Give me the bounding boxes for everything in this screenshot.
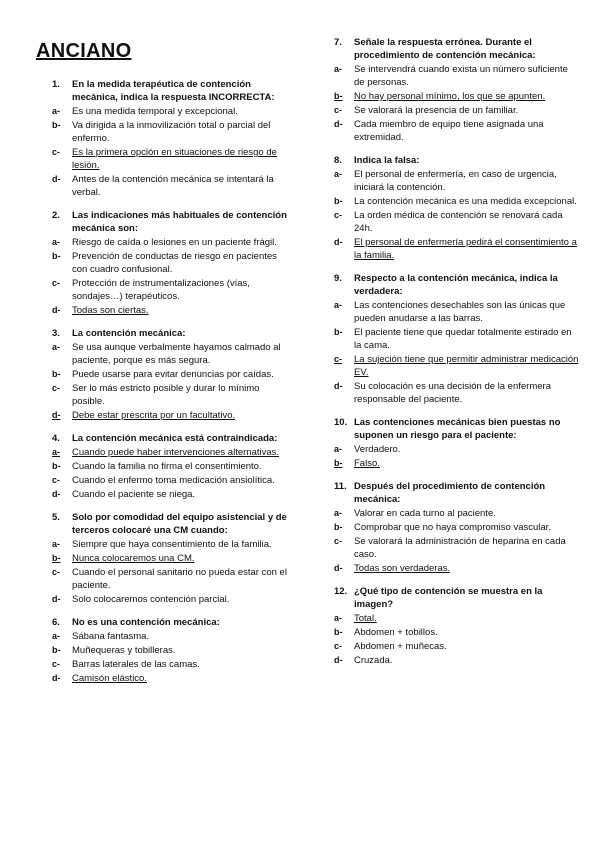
option-letter: b- [334,627,343,637]
option-d[interactable] [334,118,580,144]
option-text: Total. [354,613,377,624]
option-text: Se intervendrá cuando exista un número suficiente de personas. [354,64,568,88]
option-text: Muñequeras y tobilleras. [72,645,176,656]
option-text: La contención mecánica es una medida excepcional. [354,196,577,207]
option-letter: b- [52,120,61,130]
question-text: ¿Qué tipo de contención se muestra en la imagen? [354,586,543,610]
option-b-answer[interactable] [334,90,580,103]
option-letter: b- [52,553,61,563]
option-d-answer[interactable] [52,672,292,685]
question-number: 12. [334,586,348,597]
option-c[interactable] [334,640,580,653]
option-text: Cada miembro de equipo tiene asignada una extremidad. [354,119,544,143]
option-letter: a- [52,237,61,247]
option-text: Valorar en cada turno al paciente. [354,508,496,519]
option-letter: d- [52,410,61,420]
option-b[interactable] [52,644,292,657]
question-number: 11. [334,481,347,492]
question-11 [334,480,580,575]
option-c-answer[interactable] [334,353,580,379]
option-letter: d- [52,594,61,604]
option-text: El personal de enfermería pedirá el consentimiento a la familia. [354,237,577,261]
option-text: Es la primera opción en situaciones de riesgo de lesión. [72,147,277,171]
option-letter: d- [52,489,61,499]
option-text: Cuando la familia no firma el consentimiento. [72,461,262,472]
option-b[interactable] [334,195,580,208]
question-number: 10. [334,417,348,428]
option-text: La orden médica de contención se renovará cada 24h. [354,210,563,234]
question-number: 1. [52,79,60,90]
question-text: Las contenciones mecánicas bien puestas no suponen un riesgo para el paciente: [354,417,561,441]
option-d[interactable] [52,488,292,501]
question-number: 7. [334,37,342,48]
option-letter: d- [334,237,343,247]
option-letter: d- [334,655,343,665]
option-letter: b- [334,458,343,468]
option-letter: b- [52,251,61,261]
option-text: Cuando el enfermo toma medicación ansiolítica. [72,475,275,486]
option-letter: a- [52,342,61,352]
option-letter: c- [52,567,61,577]
option-text: Las contenciones desechables son las únicas que pueden anudarse a las barras. [354,300,566,324]
option-b[interactable] [52,460,292,473]
option-text: Nunca colocaremos una CM. [72,553,195,564]
option-letter: d- [334,119,343,129]
option-text: Cuando el paciente se niega. [72,489,196,500]
option-text: Prevención de conductas de riesgo en pacientes con cuadro confusional. [72,251,277,275]
question-text: Solo por comodidad del equipo asistencial y de terceros colocaré una CM cuando: [72,512,287,536]
option-letter: c- [334,105,343,115]
option-letter: a- [334,508,343,518]
question-number: 3. [52,328,60,339]
option-text: Todas son verdaderas. [354,563,451,574]
option-letter: c- [52,659,61,669]
option-letter: c- [52,383,61,393]
option-letter: a- [334,64,343,74]
option-a-answer[interactable] [334,612,580,625]
option-letter: a- [334,444,343,454]
page-title: ANCIANO [36,40,132,62]
option-d-answer[interactable] [334,236,580,262]
question-number: 9. [334,273,342,284]
option-c[interactable] [52,658,292,671]
option-letter: a- [52,447,61,457]
option-b[interactable] [52,250,292,276]
question-number: 4. [52,433,60,444]
question-text: No es una contención mecánica: [72,617,220,628]
option-letter: b- [334,522,343,532]
option-b[interactable] [334,326,580,352]
question-9 [334,272,580,406]
option-text: Se valorará la administración de heparina en cada caso. [354,536,566,560]
option-text: Ser lo más estricto posible y durar lo mínimo posible. [72,383,260,407]
option-letter: b- [334,196,343,206]
question-8 [334,154,580,262]
option-c[interactable] [52,277,292,303]
option-d[interactable] [52,173,292,199]
option-letter: a- [52,631,61,641]
option-c-answer[interactable] [52,146,292,172]
question-6 [52,616,292,685]
option-text: Es una medida temporal y excepcional. [72,106,238,117]
option-d[interactable] [334,380,580,406]
option-letter: d- [334,563,343,573]
option-text: Riesgo de caída o lesiones en un paciente frágil. [72,237,277,248]
option-letter: d- [52,305,61,315]
option-letter: c- [334,210,343,220]
option-letter: c- [52,147,61,157]
option-b-answer[interactable] [334,457,580,470]
option-text: Falso. [354,458,380,469]
right-column [334,36,580,677]
question-10 [334,416,580,470]
option-text: Debe estar prescrita por un facultativo. [72,410,236,421]
option-d[interactable] [334,654,580,667]
option-text: Antes de la contención mecánica se intentará la verbal. [72,174,274,198]
option-c[interactable] [334,535,580,561]
question-7 [334,36,580,144]
option-text: Se usa aunque verbalmente hayamos calmado al paciente, porque es más segura. [72,342,281,366]
question-5 [52,511,292,606]
option-text: Puede usarse para evitar denuncias por caídas. [72,369,274,380]
option-text: Protección de instrumentalizaciones (vías, sondajes…) terapéuticos. [72,278,250,302]
option-text: Abdomen + tobillos. [354,627,438,638]
option-a[interactable] [52,341,292,367]
question-text: En la medida terapéutica de contención mecánica, indica la respuesta INCORRECTA: [72,79,275,103]
option-a[interactable] [334,443,580,456]
option-text: El paciente tiene que quedar totalmente estirado en la cama. [354,327,572,351]
question-text: La contención mecánica: [72,328,186,339]
option-text: Solo colocaremos contención parcial. [72,594,230,605]
option-letter: b- [52,369,61,379]
option-text: Se valorará la presencia de un familiar. [354,105,519,116]
option-text: Verdadero. [354,444,401,455]
option-text: Su colocación es una decisión de la enfermera responsable del paciente. [354,381,551,405]
option-b[interactable] [334,521,580,534]
option-letter: b- [52,645,61,655]
question-text: Respecto a la contención mecánica, indica la verdadera: [354,273,558,297]
option-b[interactable] [52,368,292,381]
option-text: Va dirigida a la inmovilización total o parcial del enfermo. [72,120,271,144]
option-text: Camisón elástico. [72,673,147,684]
left-column [52,78,292,695]
question-number: 2. [52,210,60,221]
option-text: Siempre que haya consentimiento de la familia. [72,539,272,550]
option-text: Sábana fantasma. [72,631,150,642]
option-a[interactable] [334,63,580,89]
option-a[interactable] [334,299,580,325]
question-number: 5. [52,512,60,523]
question-4 [52,432,292,501]
option-a[interactable] [52,630,292,643]
option-text: No hay personal mínimo, los que se apunten. [354,91,546,102]
option-text: Cuando el personal sanitario no pueda estar con el paciente. [72,567,287,591]
question-12 [334,585,580,667]
question-2 [52,209,292,317]
option-d-answer[interactable] [52,304,292,317]
option-b-answer[interactable] [52,552,292,565]
option-letter: d- [52,673,61,683]
option-a[interactable] [52,538,292,551]
option-b[interactable] [334,626,580,639]
option-a[interactable] [52,236,292,249]
option-letter: d- [52,174,61,184]
option-letter: c- [52,475,61,485]
option-text: El personal de enfermería, en caso de urgencia, iniciará la contención. [354,169,557,193]
question-number: 8. [334,155,342,166]
option-letter: a- [334,300,343,310]
option-letter: c- [334,354,343,364]
option-text: Barras laterales de las camas. [72,659,200,670]
option-text: Abdomen + muñecas. [354,641,447,652]
question-text: Señale la respuesta errónea. Durante el procedimiento de contención mecánica: [354,37,536,61]
option-letter: d- [334,381,343,391]
option-letter: a- [334,169,343,179]
question-text: Las indicaciones más habituales de contención mecánica son: [72,210,287,234]
question-1 [52,78,292,199]
option-letter: a- [52,539,61,549]
question-text: Después del procedimiento de contención mecánica: [354,481,546,505]
option-letter: c- [334,536,343,546]
option-a[interactable] [334,507,580,520]
question-text: La contención mecánica está contraindicada: [72,433,278,444]
option-letter: b- [52,461,61,471]
option-letter: a- [52,106,61,116]
option-letter: c- [334,641,343,651]
option-c[interactable] [52,566,292,592]
option-c[interactable] [52,474,292,487]
option-a[interactable] [52,105,292,118]
option-c[interactable] [334,104,580,117]
option-letter: c- [52,278,61,288]
option-c[interactable] [52,382,292,408]
option-text: Cruzada. [354,655,393,666]
option-text: La sujeción tiene que permitir administrar medicación EV. [354,354,579,378]
question-3 [52,327,292,422]
option-a-answer[interactable] [52,446,292,459]
option-text: Comprobar que no haya compromiso vascular. [354,522,551,533]
question-number: 6. [52,617,60,628]
option-d-answer[interactable] [334,562,580,575]
option-letter: b- [334,91,343,101]
option-text: Todas son ciertas. [72,305,149,316]
option-d-answer[interactable] [52,409,292,422]
option-d[interactable] [52,593,292,606]
option-b[interactable] [52,119,292,145]
option-letter: a- [334,613,343,623]
option-c[interactable] [334,209,580,235]
option-a[interactable] [334,168,580,194]
question-text: Indica la falsa: [354,155,420,166]
option-text: Cuando puede haber intervenciones alternativas. [72,447,280,458]
option-letter: b- [334,327,343,337]
